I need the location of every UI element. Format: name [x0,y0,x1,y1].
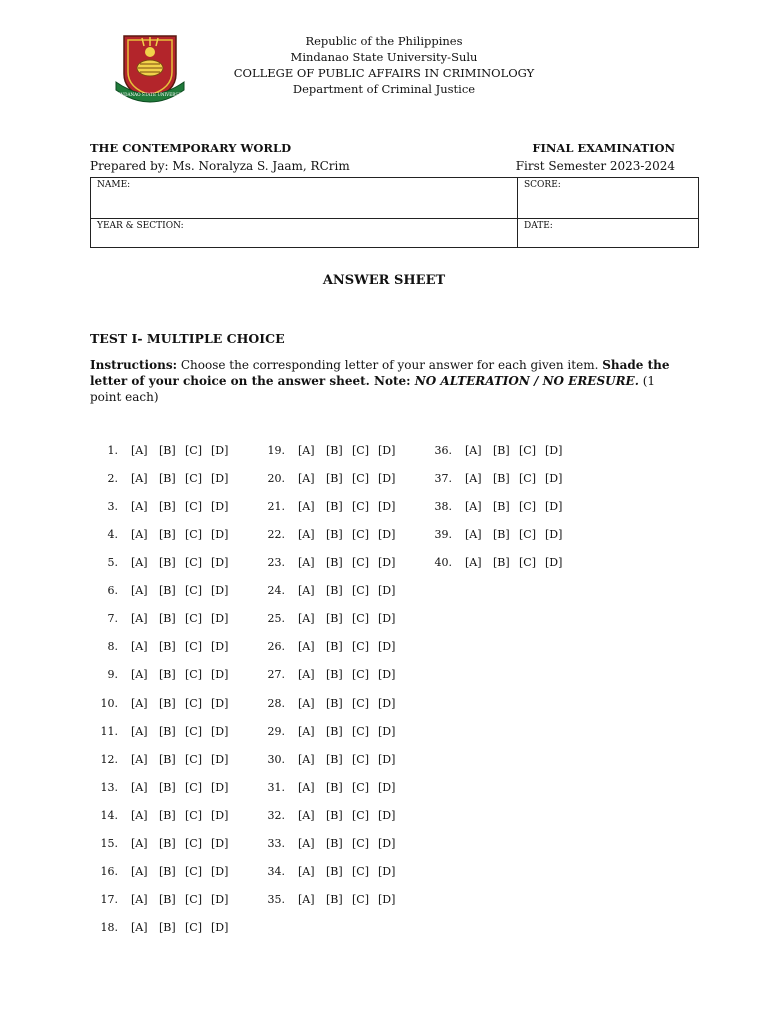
choice-a[interactable]: [A] [131,612,148,626]
item-number: 11. [100,724,118,738]
choice-d[interactable]: [D] [211,696,229,710]
choice-a[interactable]: [A] [465,528,482,542]
item-number: 33. [267,836,285,850]
sheet-title: ANSWER SHEET [322,273,446,288]
choice-d[interactable]: [D] [211,556,229,570]
choice-b[interactable]: [B] [159,640,176,654]
choice-d[interactable]: [D] [545,444,563,457]
item-number: 27. [267,668,285,682]
choice-c[interactable]: [C] [519,472,536,486]
choice-b[interactable]: [B] [326,500,343,514]
choice-b[interactable]: [B] [159,808,176,822]
instructions-text: Choose the corresponding letter of your answer for each given item. [177,358,603,372]
choice-c[interactable]: [C] [352,640,369,654]
choice-d[interactable]: [D] [378,864,396,878]
choice-a[interactable]: [A] [131,584,148,598]
choice-d[interactable]: [D] [378,500,396,514]
item-number: 31. [267,780,285,794]
item-number: 8. [107,640,118,654]
choice-b[interactable]: [B] [159,921,176,935]
choice-d[interactable]: [D] [211,724,229,738]
choice-a[interactable]: [A] [298,444,315,457]
choice-a[interactable]: [A] [131,640,148,654]
score-label: SCORE: [524,180,561,190]
item-number: 39. [434,528,452,542]
choice-a[interactable]: [A] [298,752,315,766]
prepared-by: Prepared by: Ms. Noralyza S. Jaam, RCrim [90,159,350,173]
choice-c[interactable]: [C] [352,500,369,514]
instructions-note: NO ALTERATION / NO ERESURE. [414,374,639,388]
choice-c[interactable]: [C] [352,472,369,486]
choice-d[interactable]: [D] [545,500,563,514]
choice-b[interactable]: [B] [159,472,176,486]
choice-d[interactable]: [D] [545,528,563,542]
choice-b[interactable]: [B] [159,612,176,626]
choice-b[interactable]: [B] [159,556,176,570]
choice-b[interactable]: [B] [326,556,343,570]
choice-c[interactable]: [C] [185,584,202,598]
choice-d[interactable]: [D] [378,696,396,710]
item-number: 34. [267,864,285,878]
choice-b[interactable]: [B] [326,864,343,878]
item-number: 9. [107,668,118,682]
choice-a[interactable]: [A] [131,836,148,850]
item-number: 21. [267,500,285,514]
choice-a[interactable]: [A] [298,836,315,850]
item-number: 2. [107,472,118,486]
item-number: 17. [100,892,118,906]
item-number: 12. [100,752,118,766]
choice-c[interactable]: [C] [185,892,202,906]
choice-c[interactable]: [C] [352,808,369,822]
choice-a[interactable]: [A] [131,500,148,514]
choice-d[interactable]: [D] [211,472,229,486]
semester: First Semester 2023-2024 [515,159,675,173]
choice-c[interactable]: [C] [185,668,202,682]
item-number: 1. [107,444,118,457]
instructions-label: Instructions: [90,358,178,372]
choice-b[interactable]: [B] [159,668,176,682]
choice-b[interactable]: [B] [326,640,343,654]
choice-b[interactable]: [B] [159,528,176,542]
choice-a[interactable]: [A] [298,808,315,822]
choice-d[interactable]: [D] [211,640,229,654]
choice-b[interactable]: [B] [159,752,176,766]
item-number: 28. [267,696,285,710]
item-number: 29. [267,724,285,738]
choice-c[interactable]: [C] [185,612,202,626]
choice-b[interactable]: [B] [493,500,510,514]
choice-a[interactable]: [A] [131,864,148,878]
choice-a[interactable]: [A] [131,752,148,766]
instructions-bold: Shade the letter of your choice on the answer sheet. Note: [90,358,670,388]
instructions-points: (1 point each) [90,374,656,404]
choice-c[interactable]: [C] [352,836,369,850]
course-title: THE CONTEMPORARY WORLD [90,141,292,155]
item-number: 18. [100,921,118,935]
choice-c[interactable]: [C] [352,892,369,906]
choice-d[interactable]: [D] [378,612,396,626]
choice-d[interactable]: [D] [211,528,229,542]
choice-c[interactable]: [C] [185,752,202,766]
exam-type: FINAL EXAMINATION [532,141,675,155]
item-number: 6. [107,584,118,598]
choice-c[interactable]: [C] [185,556,202,570]
choice-d[interactable]: [D] [378,584,396,598]
choice-b[interactable]: [B] [326,444,343,457]
choice-a[interactable]: [A] [298,780,315,794]
choice-a[interactable]: [A] [131,556,148,570]
choice-b[interactable]: [B] [493,472,510,486]
choice-b[interactable]: [B] [159,864,176,878]
choice-d[interactable]: [D] [211,752,229,766]
item-number: 16. [100,864,118,878]
choice-c[interactable]: [C] [185,808,202,822]
choice-d[interactable]: [D] [545,556,563,570]
choice-b[interactable]: [B] [159,696,176,710]
choice-b[interactable]: [B] [159,724,176,738]
choice-c[interactable]: [C] [185,864,202,878]
item-number: 14. [100,808,118,822]
choice-c[interactable]: [C] [185,780,202,794]
header-line: COLLEGE OF PUBLIC AFFAIRS IN CRIMINOLOGY [233,66,535,80]
choice-a[interactable]: [A] [298,864,315,878]
student-info-table [90,177,699,248]
choice-b[interactable]: [B] [326,696,343,710]
choice-b[interactable]: [B] [159,584,176,598]
item-number: 36. [434,444,452,457]
item-number: 38. [434,500,452,514]
choice-a[interactable]: [A] [131,808,148,822]
choice-c[interactable]: [C] [185,836,202,850]
choice-a[interactable]: [A] [465,500,482,514]
item-number: 22. [267,528,285,542]
choice-a[interactable]: [A] [298,640,315,654]
choice-d[interactable]: [D] [211,500,229,514]
item-number: 20. [267,472,285,486]
choice-d[interactable]: [D] [378,556,396,570]
year-section-field[interactable] [91,219,518,248]
item-number: 24. [267,584,285,598]
header-line: Mindanao State University-Sulu [290,50,478,64]
instructions [90,357,690,405]
choice-b[interactable]: [B] [159,892,176,906]
choice-b[interactable]: [B] [326,892,343,906]
choice-a[interactable]: [A] [298,892,315,906]
choice-c[interactable]: [C] [185,444,202,457]
choice-b[interactable]: [B] [159,836,176,850]
choice-d[interactable]: [D] [211,921,229,935]
choice-b[interactable]: [B] [326,668,343,682]
choice-b[interactable]: [B] [326,472,343,486]
choice-a[interactable]: [A] [298,472,315,486]
choice-b[interactable]: [B] [326,724,343,738]
choice-d[interactable]: [D] [211,892,229,906]
choice-c[interactable]: [C] [352,668,369,682]
choice-d[interactable]: [D] [378,472,396,486]
choice-a[interactable]: [A] [298,556,315,570]
institution-header [200,33,568,97]
choice-c[interactable]: [C] [519,528,536,542]
choice-a[interactable]: [A] [131,472,148,486]
choice-d[interactable]: [D] [378,444,396,457]
choice-a[interactable]: [A] [131,528,148,542]
choice-a[interactable]: [A] [298,668,315,682]
choice-a[interactable]: [A] [131,921,148,935]
choice-b[interactable]: [B] [326,528,343,542]
choice-d[interactable]: [D] [211,444,229,457]
choice-a[interactable]: [A] [298,584,315,598]
choice-a[interactable]: [A] [298,696,315,710]
choice-c[interactable]: [C] [352,864,369,878]
choice-b[interactable]: [B] [159,500,176,514]
svg-text:MINDANAO STATE UNIVERSITY: MINDANAO STATE UNIVERSITY [114,92,186,97]
year-section-label: YEAR & SECTION: [97,221,184,231]
choice-b[interactable]: [B] [326,752,343,766]
item-number: 10. [100,696,118,710]
university-seal [108,30,192,110]
choice-d[interactable]: [D] [545,472,563,486]
choice-d[interactable]: [D] [378,808,396,822]
item-number: 4. [107,528,118,542]
choice-d[interactable]: [D] [211,780,229,794]
choice-c[interactable]: [C] [352,528,369,542]
choice-d[interactable]: [D] [211,612,229,626]
choice-d[interactable]: [D] [378,724,396,738]
item-number: 35. [267,892,285,906]
choice-a[interactable]: [A] [131,780,148,794]
item-number: 7. [107,612,118,626]
item-number: 26. [267,640,285,654]
choice-b[interactable]: [B] [326,612,343,626]
choice-c[interactable]: [C] [519,556,536,570]
item-number: 37. [434,472,452,486]
choice-d[interactable]: [D] [378,892,396,906]
choice-c[interactable]: [C] [352,444,369,457]
choice-a[interactable]: [A] [131,696,148,710]
choice-d[interactable]: [D] [378,836,396,850]
item-number: 15. [100,836,118,850]
choice-a[interactable]: [A] [298,500,315,514]
choice-d[interactable]: [D] [378,752,396,766]
choice-b[interactable]: [B] [326,584,343,598]
item-number: 23. [267,556,285,570]
choice-d[interactable]: [D] [211,864,229,878]
name-field[interactable] [91,178,518,219]
choice-d[interactable]: [D] [378,640,396,654]
name-label: NAME: [97,180,131,190]
choice-c[interactable]: [C] [352,612,369,626]
choice-c[interactable]: [C] [185,640,202,654]
choice-a[interactable]: [A] [298,528,315,542]
choice-c[interactable]: [C] [352,584,369,598]
choice-a[interactable]: [A] [298,724,315,738]
choice-a[interactable]: [A] [131,724,148,738]
choice-b[interactable]: [B] [493,556,510,570]
item-number: 19. [267,444,285,457]
choice-a[interactable]: [A] [465,472,482,486]
choice-d[interactable]: [D] [378,528,396,542]
choice-c[interactable]: [C] [185,724,202,738]
choice-c[interactable]: [C] [352,752,369,766]
choice-b[interactable]: [B] [493,444,510,457]
choice-d[interactable]: [D] [211,584,229,598]
choice-a[interactable]: [A] [465,444,482,457]
choice-c[interactable]: [C] [185,921,202,935]
choice-c[interactable]: [C] [185,696,202,710]
choice-c[interactable]: [C] [352,780,369,794]
item-number: 25. [267,612,285,626]
choice-d[interactable]: [D] [211,668,229,682]
header-line: Department of Criminal Justice [292,82,476,96]
choice-b[interactable]: [B] [326,808,343,822]
choice-a[interactable]: [A] [298,612,315,626]
choice-c[interactable]: [C] [185,472,202,486]
item-number: 32. [267,808,285,822]
choice-a[interactable]: [A] [131,444,148,457]
choice-c[interactable]: [C] [519,500,536,514]
choice-b[interactable]: [B] [326,780,343,794]
header-line: Republic of the Philippines [305,34,463,48]
choice-a[interactable]: [A] [465,556,482,570]
date-field[interactable] [518,219,699,248]
choice-a[interactable]: [A] [131,892,148,906]
choice-c[interactable]: [C] [185,528,202,542]
choice-c[interactable]: [C] [352,556,369,570]
item-number: 3. [107,500,118,514]
choice-b[interactable]: [B] [159,780,176,794]
choice-c[interactable]: [C] [519,444,536,457]
choice-b[interactable]: [B] [493,528,510,542]
item-number: 40. [434,556,452,570]
item-number: 30. [267,752,285,766]
choice-b[interactable]: [B] [326,836,343,850]
choice-d[interactable]: [D] [211,836,229,850]
choice-d[interactable]: [D] [211,808,229,822]
choice-b[interactable]: [B] [159,444,176,457]
choice-c[interactable]: [C] [352,696,369,710]
item-number: 5. [107,556,118,570]
date-label: DATE: [524,221,553,231]
test-heading: TEST I- MULTIPLE CHOICE [90,331,285,346]
choice-c[interactable]: [C] [352,724,369,738]
item-number: 13. [100,780,118,794]
choice-a[interactable]: [A] [131,668,148,682]
score-field[interactable] [518,178,699,219]
choice-d[interactable]: [D] [378,668,396,682]
choice-c[interactable]: [C] [185,500,202,514]
choice-d[interactable]: [D] [378,780,396,794]
